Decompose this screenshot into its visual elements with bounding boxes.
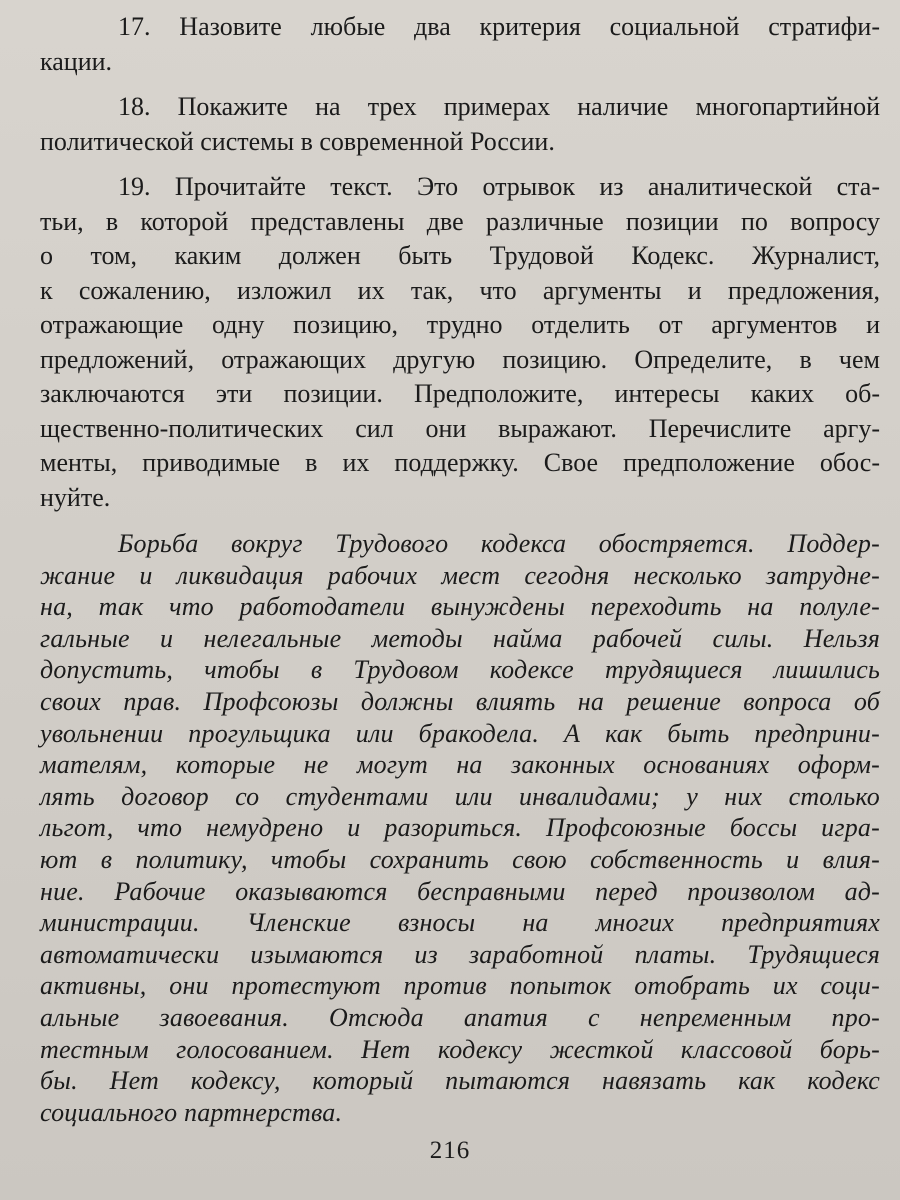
- passage-line: льгот, что немудрено и разориться. Профсоюзные боссы игра-: [40, 813, 880, 843]
- passage-line: жание и ликвидация рабочих мест сегодня несколько затрудне-: [40, 560, 880, 590]
- question-19-line: заключаются эти позиции. Предположите, интересы каких об-: [40, 379, 880, 408]
- question-19-line: отражающие одну позицию, трудно отделить от аргументов и: [40, 310, 880, 339]
- question-18-line: 18. Покажите на трех примерах наличие многопартийной: [118, 92, 880, 121]
- passage-line: лять договор со студентами или инвалидами; у них столько: [40, 781, 880, 811]
- page-number: 216: [429, 1137, 471, 1164]
- question-19-line: к сожалению, изложил их так, что аргументы и предложения,: [40, 275, 880, 305]
- passage-line: бы. Нет кодексу, который пытаются навязать как кодекс: [40, 1066, 880, 1096]
- question-19-line: 19. Прочитайте текст. Это отрывок из аналитической ста-: [118, 172, 880, 201]
- question-17: [40, 10, 880, 79]
- passage-line: активны, они протестуют против попыток отобрать их соци-: [40, 971, 880, 1001]
- passage-line: гальные и нелегальные методы найма рабочей силы. Нельзя: [40, 623, 880, 653]
- passage-text: [40, 528, 880, 1128]
- question-18-line: политической системы в современной России.: [40, 126, 555, 156]
- passage-line: допустить, чтобы в Трудовом кодексе трудящиеся лишились: [40, 655, 880, 685]
- question-19-line: нуйте.: [40, 482, 111, 512]
- question-17-line: кации.: [40, 46, 113, 76]
- question-19-line: предложений, отражающих другую позицию. Определите, в чем: [40, 344, 880, 374]
- passage-line: министрации. Членские взносы на многих предприятиях: [40, 908, 880, 938]
- passage-line: своих прав. Профсоюзы должны влиять на решение вопроса об: [40, 686, 880, 716]
- question-18: [40, 90, 880, 159]
- question-19-line: тьи, в которой представлены две различные позиции по вопросу: [40, 206, 880, 236]
- page-content: [40, 10, 880, 1128]
- passage-line: ют в политику, чтобы сохранить свою собственность и влия-: [40, 844, 880, 874]
- passage-line: социального партнерства.: [40, 1097, 343, 1127]
- question-19: [40, 170, 880, 515]
- passage-line: мателям, которые не могут на законных основаниях оформ-: [40, 750, 880, 780]
- passage-line: Борьба вокруг Трудового кодекса обостряется. Поддер-: [118, 529, 880, 558]
- passage-line: ние. Рабочие оказываются бесправными перед произволом ад-: [40, 876, 880, 906]
- passage-line: увольнении прогульщика или бракодела. А как быть предприни-: [40, 718, 880, 748]
- passage-line: альные завоевания. Отсюда апатия с непременным про-: [40, 1002, 880, 1032]
- question-19-line: менты, приводимые в их поддержку. Свое предположение обос-: [40, 448, 880, 477]
- question-17-line: 17. Назовите любые два критерия социальной стратифи-: [118, 12, 880, 41]
- passage-line: тестным голосованием. Нет кодексу жесткой классовой борь-: [40, 1034, 880, 1064]
- question-19-line: щественно-политических сил они выражают. Перечислите аргу-: [40, 413, 880, 443]
- question-19-line: о том, каким должен быть Трудовой Кодекс. Журналист,: [40, 241, 880, 270]
- passage-line: на, так что работодатели вынуждены переходить на полуле-: [40, 592, 880, 622]
- passage-line: автоматически изымаются из заработной платы. Трудящиеся: [40, 939, 880, 969]
